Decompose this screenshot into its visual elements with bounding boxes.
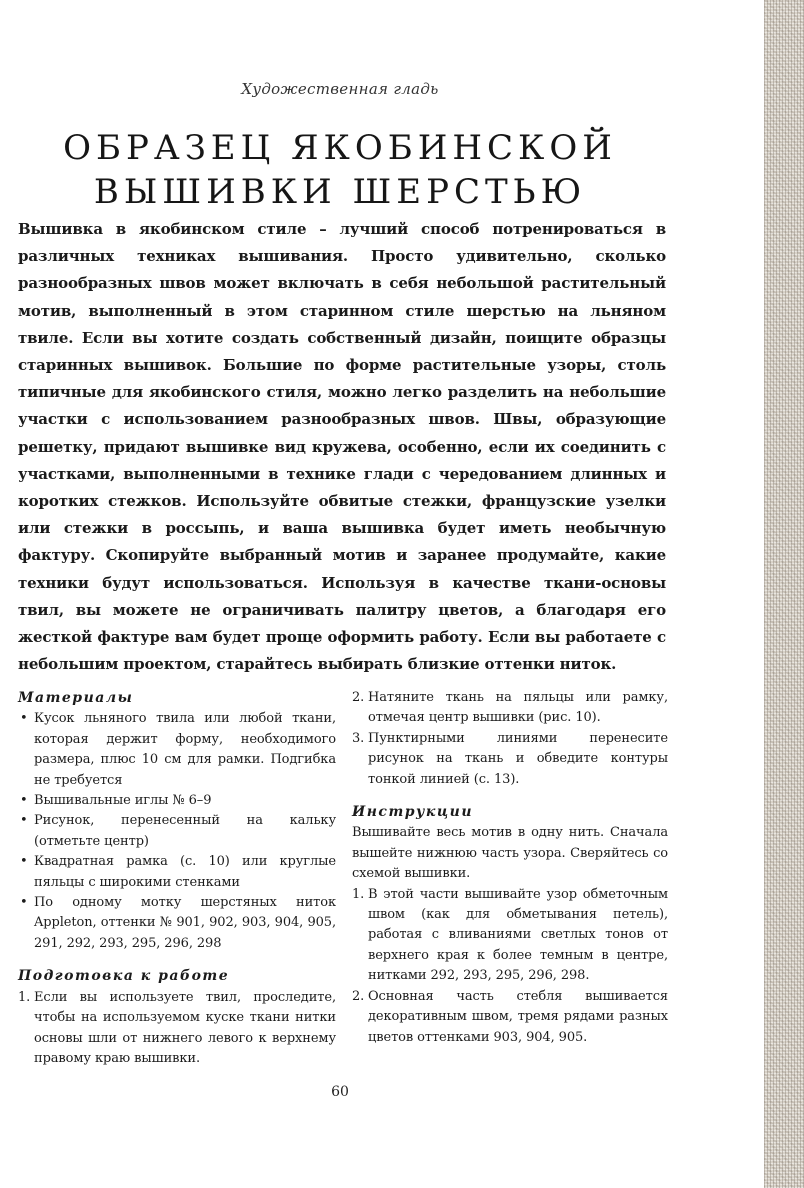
preparation-heading: Подготовка к работе [18, 968, 230, 985]
materials-item-text: Квадратная рамка (с. 10) или круглые пяльцы с широкими стенками [34, 854, 336, 890]
preparation-steps [18, 988, 336, 1070]
list-item [18, 811, 336, 852]
list-item [18, 709, 336, 791]
step-number: 1. [18, 989, 31, 1005]
running-head: Художественная гладь [241, 80, 439, 98]
list-item [352, 885, 668, 987]
materials-heading: Материалы [18, 690, 134, 706]
step-number: 3. [352, 730, 365, 746]
materials-item-text: Рисунок, перенесенный на кальку (отметьте центр) [34, 813, 336, 849]
bullet-icon: • [20, 854, 28, 870]
list-item [18, 893, 336, 954]
instructions-heading: Инструкции [352, 804, 474, 821]
left-column [18, 688, 336, 1069]
step-text: В этой части вышивайте узор обметочным швом (как для обметывания петель), работая с вливаниями светлых тонов от верхнего края к более темным в центре, нитками 292, 293, 295, 296, 298. [368, 886, 668, 984]
linen-texture-strip [764, 0, 804, 1188]
list-item [352, 729, 668, 790]
materials-item-text: По одному мотку шерстяных ниток Appleton, оттенки № 901, 902, 903, 904, 905, 291, 292, 293, 295, 296, 298 [34, 895, 336, 951]
instructions-intro: Вышивайте весь мотив в одну нить. Сначала вышейте нижнюю часть узора. Сверяйтесь со схемой вышивки. [352, 825, 668, 882]
instructions-steps [352, 885, 668, 1048]
materials-item-text: Кусок льняного твила или любой ткани, которая держит форму, необходимого размера, плюс 10 см для рамки. Подгибка не требуется [34, 711, 336, 788]
right-column [352, 688, 668, 1048]
step-text: Основная часть стебля вышивается декоративным швом, тремя рядами разных цветов оттенками 903, 904, 905. [368, 988, 668, 1045]
preparation-steps-continued [352, 688, 668, 790]
list-item [18, 852, 336, 893]
bullet-icon: • [20, 711, 28, 727]
step-text: Пунктирными линиями перенесите рисунок на ткань и обведите контуры тонкой линией (с. 13). [368, 730, 668, 787]
list-item [18, 988, 336, 1070]
materials-item-text: Вышивальные иглы № 6–9 [34, 793, 212, 809]
intro-paragraph: Вышивка в якобинском стиле – лучший способ потренироваться в различных техниках вышивания. Просто удивительно, сколько разнообразных швов может включать в себя небольшой растительный мотив, выполненный в этом старинном стиле шерстью на льняном твиле. Если вы хотите создать собственный дизайн, поищите образцы старинных вышивок. Большие по форме растительные узоры, столь типичные для якобинского стиля, можно легко разделить на небольшие участки с использованием разнообразных швов. Швы, образующие решетку, придают вышивке вид кружева, особенно, если их соединить с участками, выполненными в технике глади с чередованием длинных и коротких стежков. Используйте обвитые стежки, французские узелки или стежки в россыпь, и ваша вышивка будет иметь необычную фактуру. Скопируйте выбранный мотив и заранее продумайте, какие техники будут использоваться. Используя в качестве ткани-основы твил, вы можете не ограничивать палитру цветов, а благодаря его жесткой фактуре вам будет проще оформить работу. Если вы работаете с небольшим проектом, старайтесь выбирать близкие оттенки ниток. [18, 220, 666, 674]
title-line-1: ОБРАЗЕЦ ЯКОБИНСКОЙ [63, 128, 617, 168]
title-line-2: ВЫШИВКИ ШЕРСТЬЮ [93, 172, 587, 212]
page-number: 60 [331, 1084, 349, 1100]
step-number: 1. [352, 886, 365, 902]
list-item [352, 987, 668, 1048]
bullet-icon: • [20, 813, 28, 829]
step-text: Если вы используете твил, проследите, чтобы на используемом куске ткани нитки основы шли от нижнего левого к верхнему правому краю вышивки. [34, 989, 336, 1066]
bullet-icon: • [20, 793, 28, 809]
list-item [352, 688, 668, 729]
step-number: 2. [352, 690, 365, 705]
materials-list [18, 709, 336, 954]
page-title [0, 126, 680, 214]
bullet-icon: • [20, 895, 28, 911]
step-text: Натяните ткань на пяльцы или рамку, отмечая центр вышивки (рис. 10). [368, 690, 668, 726]
list-item [18, 791, 336, 811]
step-number: 2. [352, 988, 365, 1004]
